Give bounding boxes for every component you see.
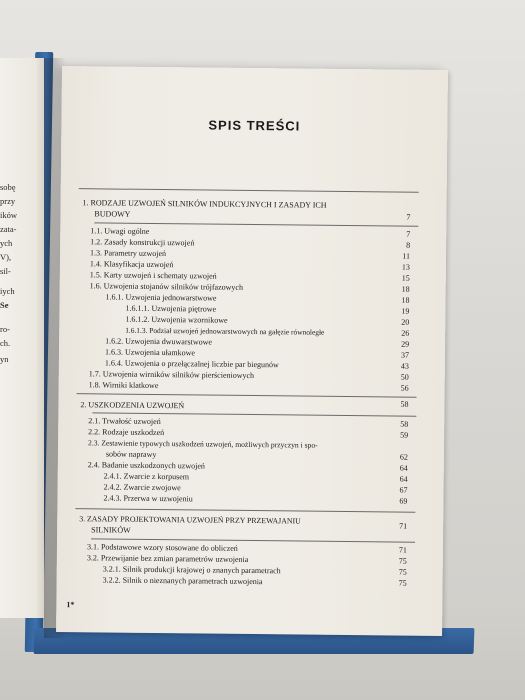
toc-entry: 1.6.3. Uzwojenia ułamkowe bbox=[104, 347, 196, 358]
toc-entry: 3. ZASADY PROJEKTOWANIA UZWOJEŃ PRZY PRZEWAJANIU bbox=[79, 514, 301, 526]
toc-page-number: 69 bbox=[399, 496, 408, 506]
toc-page-number: 13 bbox=[401, 262, 410, 272]
left-page-fragment: sobę bbox=[0, 182, 16, 192]
left-page-fragment: przy bbox=[0, 196, 16, 206]
toc-page-number: 64 bbox=[399, 474, 408, 484]
section-divider bbox=[75, 508, 415, 513]
previous-page bbox=[0, 58, 44, 618]
toc-entry: 1.1. Uwagi ogólne bbox=[90, 226, 150, 236]
toc-entry: 1.6.1. Uzwojenia jednowarstwowe bbox=[105, 292, 217, 303]
left-page-fragment: V), bbox=[0, 252, 12, 262]
left-page-fragment: Se bbox=[0, 300, 9, 310]
toc-page-number: 7 bbox=[406, 212, 411, 222]
toc-page-number: 71 bbox=[398, 545, 407, 555]
toc-page-number: 7 bbox=[406, 229, 411, 239]
section-divider bbox=[79, 188, 419, 193]
toc-page-number: 43 bbox=[400, 361, 409, 371]
left-page-fragment: zata- bbox=[0, 224, 17, 234]
toc-entry: 2.4. Badanie uszkodzonych uzwojeń bbox=[87, 460, 205, 471]
toc-entry: 1.6.2. Uzwojenia dwuwarstwowe bbox=[105, 336, 213, 347]
toc-page-number: 18 bbox=[401, 295, 410, 305]
signature-mark: 1* bbox=[66, 600, 75, 610]
toc-page-number: 26 bbox=[401, 328, 410, 338]
toc-entry: 2.4.3. Przerwa w uzwojeniu bbox=[103, 493, 193, 504]
toc-entry: 1.7. Uzwojenia wirników silników pierścieniowych bbox=[88, 369, 255, 381]
toc-entry: 1.4. Klasyfikacja uzwojeń bbox=[89, 259, 174, 270]
toc-page-number: 29 bbox=[401, 339, 410, 349]
toc-entry: 3.1. Podstawowe wzory stosowane do obliczeń bbox=[86, 542, 238, 553]
toc-entry: 1.2. Zasady konstrukcji uzwojeń bbox=[90, 237, 195, 248]
toc-page-number: 64 bbox=[399, 463, 408, 473]
toc-entry: 1.6.1.2. Uzwojenia wzornikowe bbox=[125, 314, 228, 325]
table-of-contents-page bbox=[56, 66, 448, 636]
toc-page-number: 8 bbox=[406, 240, 411, 250]
toc-page-number: 58 bbox=[400, 399, 409, 409]
toc-page-number: 20 bbox=[401, 317, 410, 327]
left-page-fragment: ych bbox=[0, 238, 13, 248]
toc-entry: 1.5. Karty uzwojeń i schematy uzwojeń bbox=[89, 270, 217, 281]
left-page-fragment: ro- bbox=[0, 324, 10, 334]
toc-entry: 2.4.2. Zwarcie zwojowe bbox=[103, 482, 181, 493]
toc-page-number: 75 bbox=[398, 567, 407, 577]
toc-page-number: 71 bbox=[399, 521, 408, 531]
toc-entry: 1.6. Uzwojenia stojanów silników trójfazowych bbox=[89, 281, 244, 292]
toc-entry: 1.8. Wirniki klatkowe bbox=[88, 380, 159, 391]
toc-page-number: 62 bbox=[399, 452, 408, 462]
toc-page-number: 37 bbox=[400, 350, 410, 360]
toc-entry: 3.2.2. Silnik o nieznanych parametrach uzwojenia bbox=[102, 575, 263, 587]
page-title: SPIS TREŚCI bbox=[208, 117, 301, 134]
left-page-fragment: ików bbox=[0, 210, 17, 220]
toc-page-number: 59 bbox=[400, 430, 409, 440]
toc-page-number: 75 bbox=[398, 578, 407, 588]
toc-entry: 2. USZKODZENIA UZWOJEŃ bbox=[80, 400, 185, 411]
toc-entry: 3.2.1. Silnik produkcji krajowej o znanych parametrach bbox=[102, 564, 281, 576]
left-page-fragment: sil- bbox=[0, 266, 11, 276]
toc-page-number: 11 bbox=[402, 251, 411, 261]
toc-entry: 2.1. Trwałość uzwojeń bbox=[88, 416, 161, 427]
toc-page-number: 15 bbox=[401, 273, 410, 283]
toc-entry: SILNIKÓW bbox=[91, 525, 131, 535]
toc-entry: 1.3. Parametry uzwojeń bbox=[89, 248, 167, 259]
toc-entry: 1.6.4. Uzwojenia o przełączalnej liczbie par biegunów bbox=[104, 358, 279, 370]
toc-entry: 1.6.1.3. Podział uzwojeń jednowarstwowych na gałęzie równoległe bbox=[125, 325, 325, 337]
toc-page-number: 18 bbox=[401, 284, 410, 294]
toc-entry: BUDOWY bbox=[94, 209, 131, 219]
left-page-fragment: iych bbox=[0, 286, 15, 296]
toc-page-number: 50 bbox=[400, 372, 409, 382]
left-page-fragment: yn bbox=[0, 354, 9, 364]
toc-page-number: 58 bbox=[400, 419, 409, 429]
toc-page-number: 19 bbox=[401, 306, 410, 316]
toc-entry: 1.6.1.1. Uzwojenia piętrowe bbox=[125, 303, 217, 314]
toc-entry: sobów naprawy bbox=[105, 449, 157, 460]
toc-entry: 3.2. Przewijanie bez zmian parametrów uzwojenia bbox=[86, 553, 249, 564]
toc-entry: 1. RODZAJE UZWOJEŃ SILNIKÓW INDUKCYJNYCH I ZASADY ICH bbox=[82, 198, 327, 210]
toc-entry: 2.2. Rodzaje uszkodzeń bbox=[88, 427, 165, 438]
section-divider bbox=[77, 393, 417, 398]
left-page-fragment: ch. bbox=[0, 338, 11, 348]
toc-page-number: 56 bbox=[400, 383, 409, 393]
toc-entry: 2.4.1. Zwarcie z korpusem bbox=[103, 471, 190, 482]
toc-page-number: 67 bbox=[399, 485, 408, 495]
toc-entry: 2.3. Zestawienie typowych uszkodzeń uzwojeń, możliwych przyczyn i spo- bbox=[88, 438, 318, 450]
toc-page-number: 75 bbox=[398, 556, 407, 566]
